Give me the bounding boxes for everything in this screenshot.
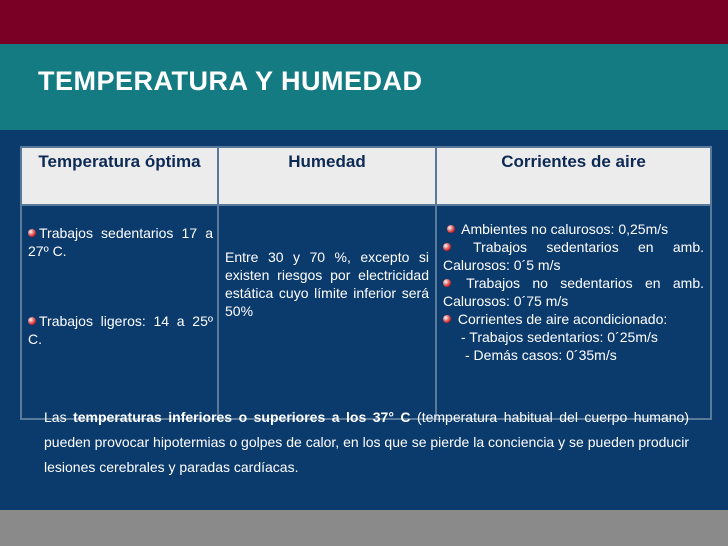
bullet-icon — [443, 279, 451, 287]
sub-item: - Trabajos sedentarios: 0´25m/s — [461, 329, 658, 345]
list-item: Corrientes de aire acondicionado: — [443, 310, 704, 328]
bullet-icon — [443, 315, 451, 323]
conditions-table — [20, 146, 712, 420]
list-item: Ambientes no calurosos: 0,25m/s — [443, 220, 704, 238]
footer-emphasis: temperaturas inferiores o superiores a los 37° C — [73, 409, 411, 425]
bullet-icon — [28, 317, 36, 325]
slide-title: TEMPERATURA Y HUMEDAD — [38, 66, 423, 96]
list-item: Trabajos no sedentarios en amb. Calurosos: 0´75 m/s — [443, 275, 704, 309]
top-accent-bar — [0, 0, 728, 44]
header-temperature: Temperatura óptima — [21, 147, 218, 205]
header-air: Corrientes de aire — [436, 147, 711, 205]
header-humidity: Humedad — [218, 147, 436, 205]
cell-temperature — [21, 205, 218, 419]
table-row — [21, 205, 711, 419]
bullet-icon — [447, 225, 455, 233]
list-item: Trabajos sedentarios 17 a 27º C. — [28, 225, 213, 259]
list-item: Trabajos ligeros: 14 a 25º C. — [28, 313, 213, 347]
footer-note: Las temperaturas inferiores o superiores a los 37° C (temperatura habitual del cuerpo humano) pueden provocar hipotermias o golpes de calor, en los que se pierde la conciencia y se pueden producir lesiones cerebrales y paradas cardíacas. — [44, 409, 689, 475]
bullet-icon — [443, 243, 451, 251]
sub-item: - Demás casos: 0´35m/s — [465, 347, 617, 363]
cell-air — [436, 205, 711, 419]
cell-humidity: Entre 30 y 70 %, excepto si existen riesgos por electricidad estática cuyo límite inferior será 50% — [218, 205, 436, 419]
bottom-accent-bar — [0, 510, 728, 546]
table-header-row — [21, 147, 711, 205]
bullet-icon — [28, 229, 36, 237]
list-item: Trabajos sedentarios en amb. Calurosos: 0´5 m/s — [443, 239, 704, 273]
